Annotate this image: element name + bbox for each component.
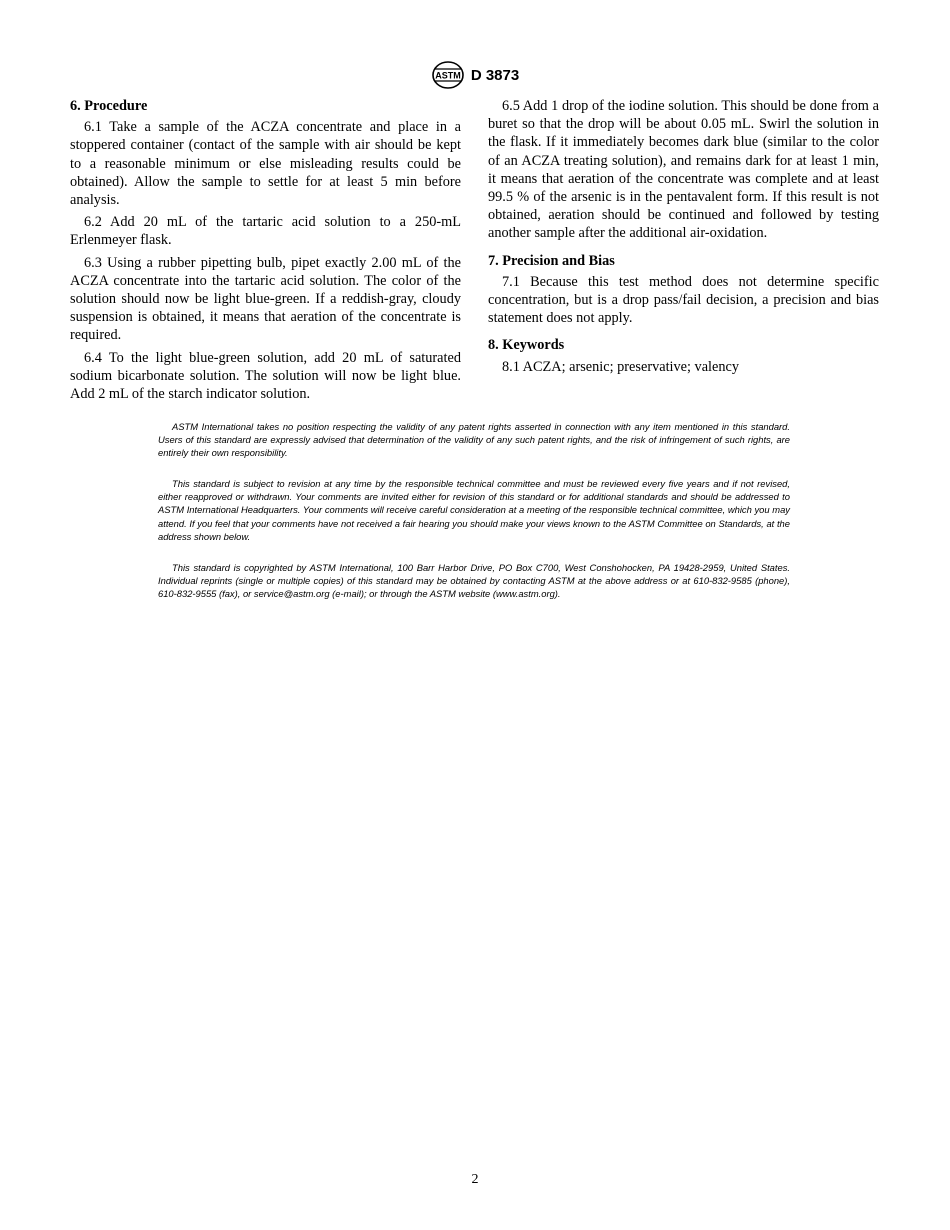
left-column xyxy=(70,97,461,407)
standard-designation: D 3873 xyxy=(470,66,520,84)
page-number: 2 xyxy=(471,1172,479,1187)
paragraph-6-5: 6.5 Add 1 drop of the iodine solution. This should be done from a buret so that the drop will be about 0.05 mL. Swirl the solution in the flask. If it immediately becomes dark blue (similar to the color of an ACZA treating solution), and remains dark for at least 1 min, it means that aeration of the concentrate was complete and at least 99.5 % of the arsenic is in the pentavalent form. If this result is not obtained, aeration should be continued and followed by testing another sample after the additional air-oxidation. xyxy=(488,98,879,242)
section-heading-procedure: 6. Procedure xyxy=(70,98,148,114)
paragraph-7-1: 7.1 Because this test method does not determine specific concentration, but is a drop pass/fail decision, a precision and bias statement does not apply. xyxy=(488,273,879,327)
section-heading-keywords: 8. Keywords xyxy=(488,337,565,354)
section-heading-precision-bias: 7. Precision and Bias xyxy=(488,252,615,269)
astm-logo-icon xyxy=(431,60,465,90)
copyright-notice: This standard is copyrighted by ASTM International, 100 Barr Harbor Drive, PO Box C700, West Conshohocken, PA 19428-2959, United States. Individual reprints (single or multiple copies) of this standard may be obtained by contacting ASTM at the above address or at 610-832-9585 (phone), 610-832-9555 (fax), or service@astm.org (e-mail); or through the ASTM website (www.astm.org). xyxy=(158,561,790,599)
revision-notice: This standard is subject to revision at any time by the responsible technical committee and must be reviewed every five years and if not revised, either reapproved or withdrawn. Your comments are invited either for revision of this standard or for additional standards and should be addressed to ASTM International Headquarters. Your comments will receive careful consideration at a meeting of the responsible technical committee, which you may attend. If you feel that your comments have not received a fair hearing you should make your views known to the ASTM Committee on Standards, at the address shown below. xyxy=(158,478,790,542)
patent-notice: ASTM International takes no position respecting the validity of any patent rights asserted in connection with any item mentioned in this standard. Users of this standard are expressly advised that determination of the validity of any such patent rights, and the risk of infringement of such rights, are entirely their own responsibility. xyxy=(158,421,790,459)
paragraph-8-1: 8.1 ACZA; arsenic; preservative; valency xyxy=(502,358,740,375)
paragraph-6-4: 6.4 To the light blue-green solution, add 20 mL of saturated sodium bicarbonate solution. The solution will now be light blue. Add 2 mL of the starch indicator solution. xyxy=(70,349,461,403)
page-header xyxy=(0,60,950,92)
right-column xyxy=(488,97,879,380)
legal-notices xyxy=(158,420,790,618)
paragraph-6-2: 6.2 Add 20 mL of the tartaric acid solution to a 250-mL Erlenmeyer flask. xyxy=(70,214,461,249)
paragraph-6-3: 6.3 Using a rubber pipetting bulb, pipet exactly 2.00 mL of the ACZA concentrate into the tartaric acid solution. The color of the solution should now be light blue-green. If a reddish-gray, cloudy suspension is obtained, it means that aeration of the concentrate is required. xyxy=(70,254,461,344)
paragraph-6-1: 6.1 Take a sample of the ACZA concentrate and place in a stoppered container (contact of the sample with air should be kept to a reasonable minimum or else misleading results could be obtained). Allow the sample to settle for at least 5 min before analysis. xyxy=(70,119,461,209)
svg-text:ASTM: ASTM xyxy=(435,70,461,81)
